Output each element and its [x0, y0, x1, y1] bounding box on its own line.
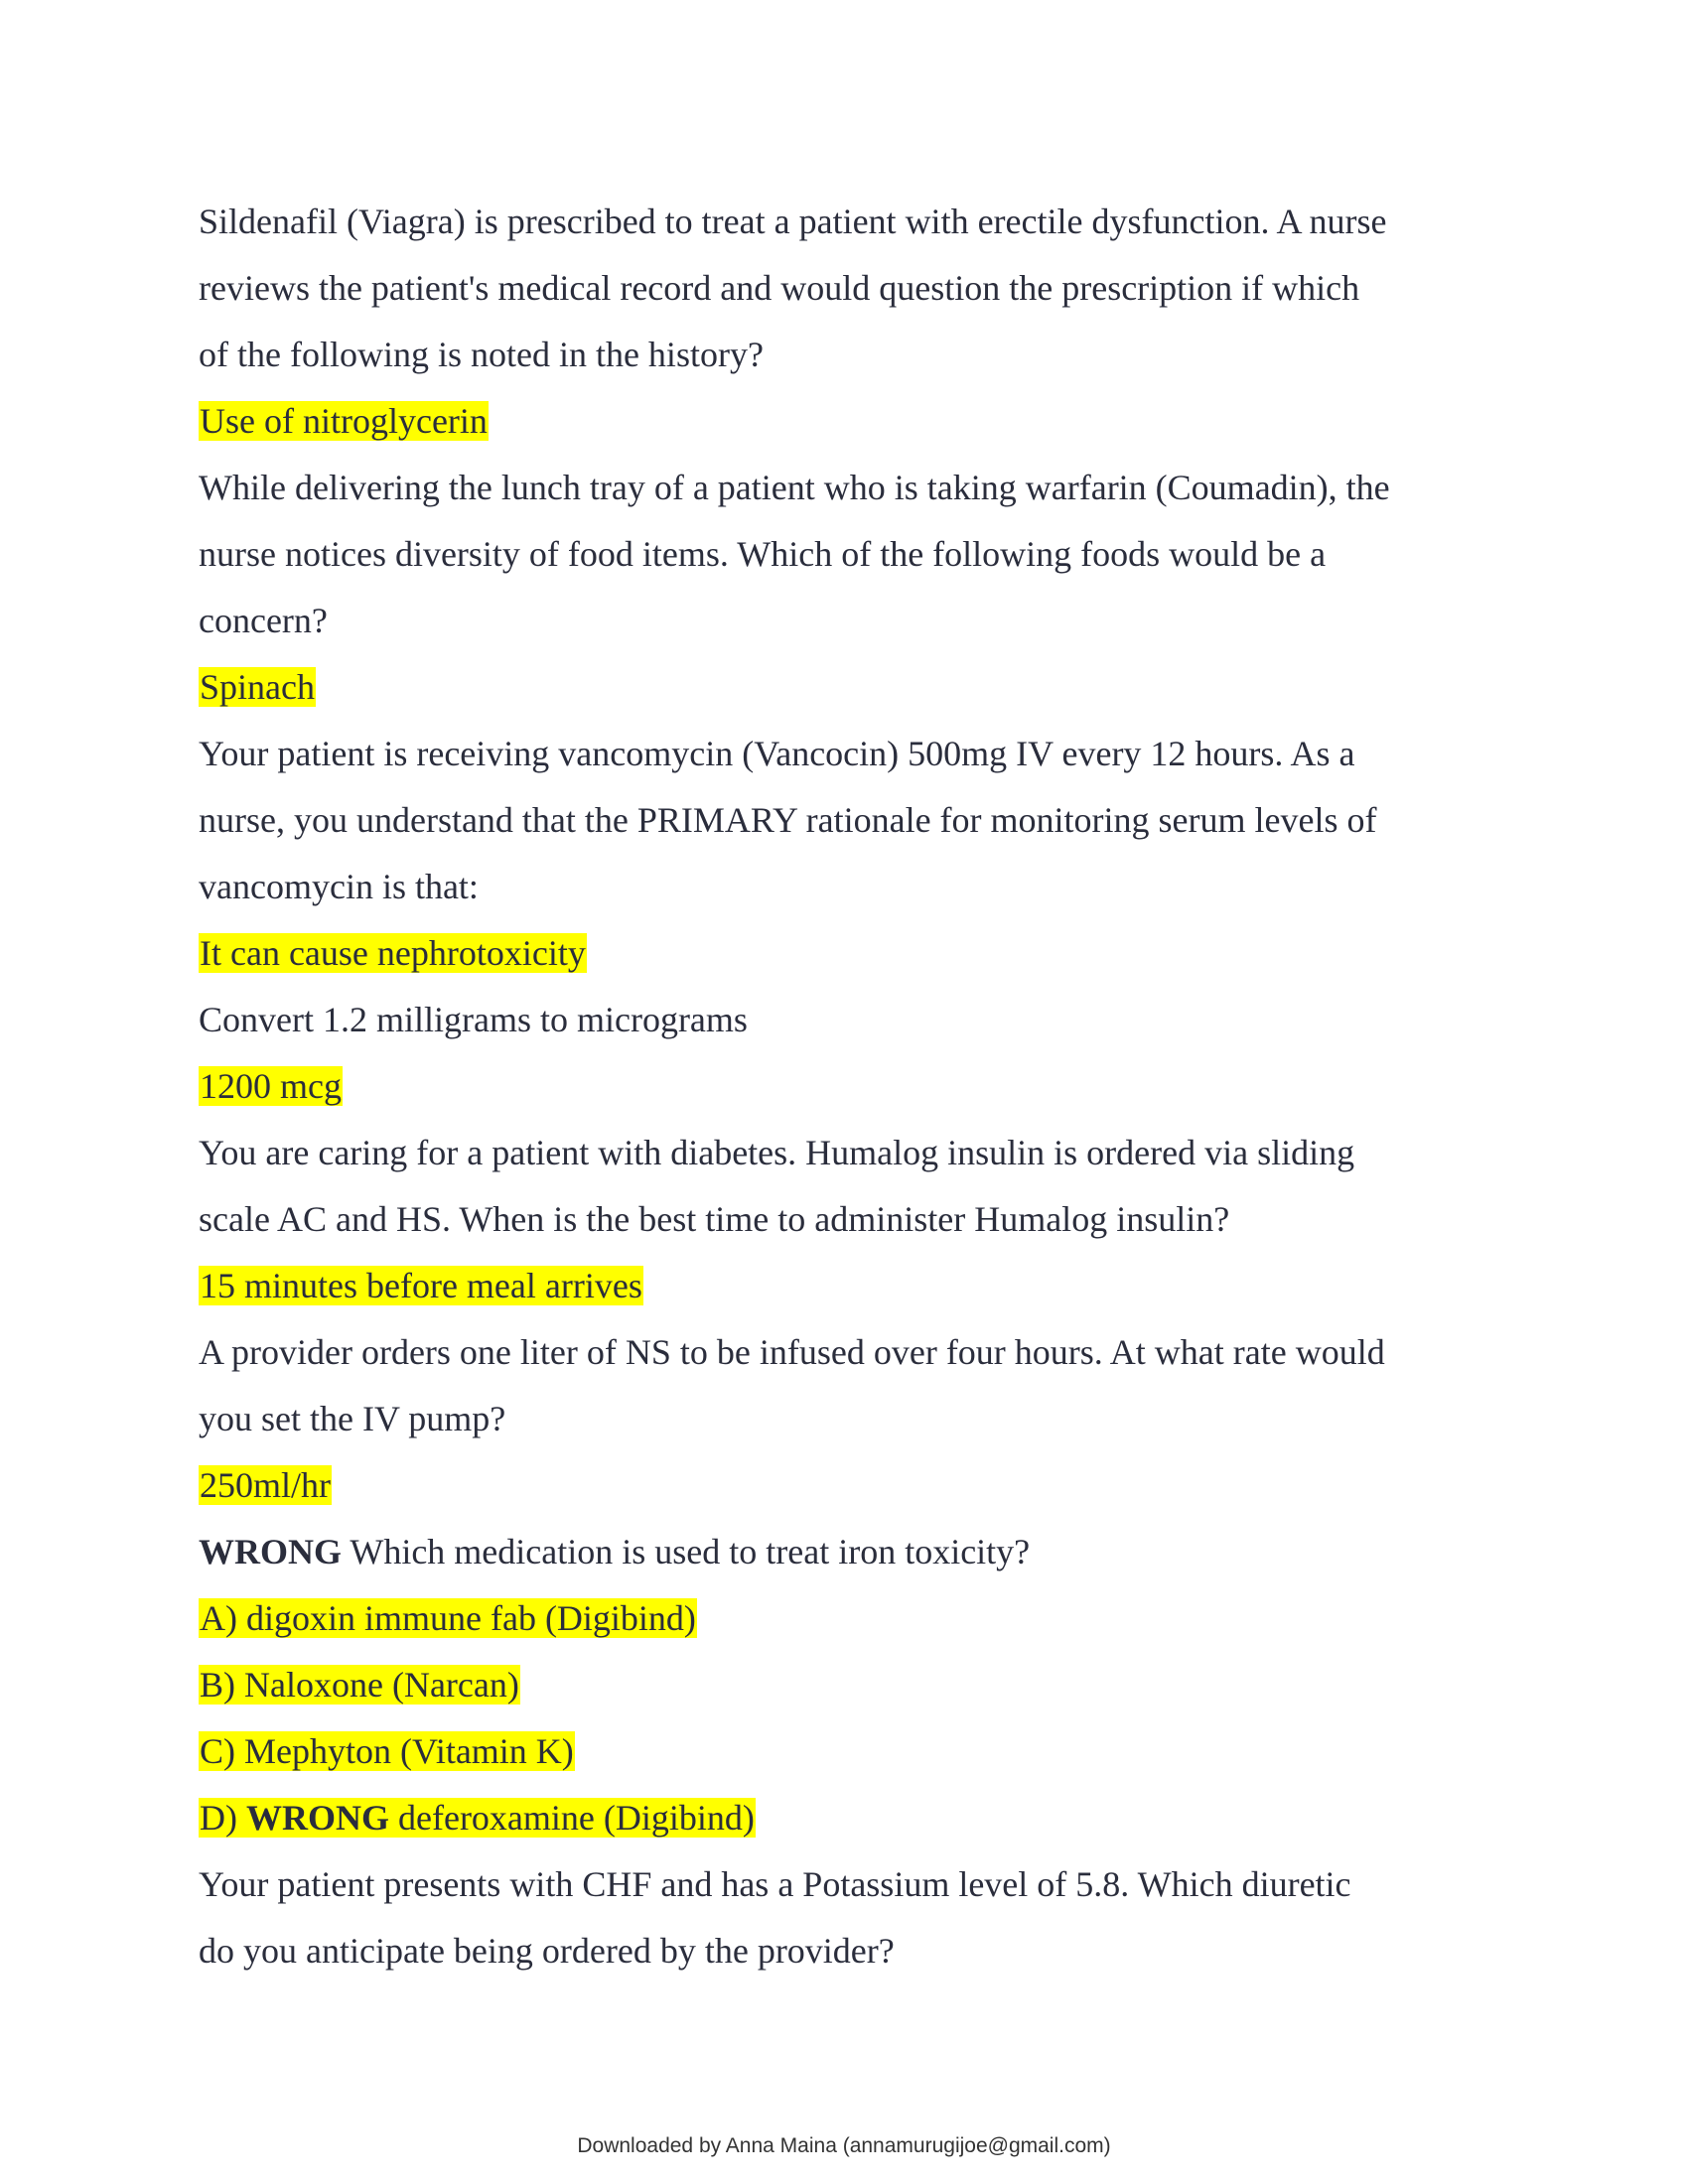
wrong-label: WRONG [246, 1798, 389, 1838]
answer-line [199, 654, 1509, 721]
answer-line [199, 1253, 1509, 1319]
highlighted-option: A) digoxin immune fab (Digibind) [200, 1598, 696, 1638]
download-footer: Downloaded by Anna Maina (annamurugijoe@gmail.com) [577, 2134, 1111, 2157]
question-line: reviews the patient's medical record and would question the prescription if which [199, 268, 1360, 308]
question-line: of the following is noted in the history? [199, 335, 764, 374]
question-line: nurse notices diversity of food items. Which of the following foods would be a [199, 534, 1327, 574]
option-text: deferoxamine (Digibind) [389, 1798, 755, 1838]
question-line: nurse, you understand that the PRIMARY rationale for monitoring serum levels of [199, 800, 1377, 840]
question-line: concern? [199, 601, 328, 640]
question-line: Your patient presents with CHF and has a Potassium level of 5.8. Which diuretic [199, 1864, 1351, 1904]
question-line: scale AC and HS. When is the best time to administer Humalog insulin? [199, 1199, 1230, 1239]
question-line: Convert 1.2 milligrams to micrograms [199, 1000, 748, 1039]
highlighted-answer: 1200 mcg [200, 1066, 342, 1106]
answer-line [199, 1053, 1509, 1120]
answer-option [199, 1585, 1509, 1652]
answer-option [199, 1652, 1509, 1718]
wrong-label: WRONG [199, 1532, 342, 1571]
option-prefix: D) [200, 1798, 246, 1838]
answer-option [199, 1718, 1509, 1785]
highlighted-option [199, 1798, 756, 1838]
answer-line [199, 1452, 1509, 1519]
question-line: You are caring for a patient with diabetes. Humalog insulin is ordered via sliding [199, 1133, 1355, 1172]
question-line [199, 1519, 1509, 1585]
question-text: Which medication is used to treat iron toxicity? [342, 1532, 1031, 1571]
highlighted-option: C) Mephyton (Vitamin K) [200, 1731, 574, 1771]
highlighted-option: B) Naloxone (Narcan) [200, 1665, 519, 1705]
question-line: While delivering the lunch tray of a patient who is taking warfarin (Coumadin), the [199, 468, 1390, 507]
question-line: A provider orders one liter of NS to be infused over four hours. At what rate would [199, 1332, 1385, 1372]
answer-line [199, 920, 1509, 987]
question-line: Your patient is receiving vancomycin (Vancocin) 500mg IV every 12 hours. As a [199, 734, 1355, 773]
highlighted-answer: Spinach [200, 667, 315, 707]
answer-option [199, 1785, 1509, 1851]
question-line: Sildenafil (Viagra) is prescribed to treat a patient with erectile dysfunction. A nurse [199, 202, 1387, 241]
question-line: you set the IV pump? [199, 1399, 506, 1438]
highlighted-answer: 250ml/hr [200, 1465, 331, 1505]
answer-line [199, 388, 1509, 455]
highlighted-answer: 15 minutes before meal arrives [200, 1266, 642, 1305]
highlighted-answer: Use of nitroglycerin [200, 401, 488, 441]
question-line: vancomycin is that: [199, 867, 479, 906]
question-line: do you anticipate being ordered by the provider? [199, 1931, 895, 1971]
highlighted-answer: It can cause nephrotoxicity [200, 933, 586, 973]
document-body [199, 189, 1509, 1984]
